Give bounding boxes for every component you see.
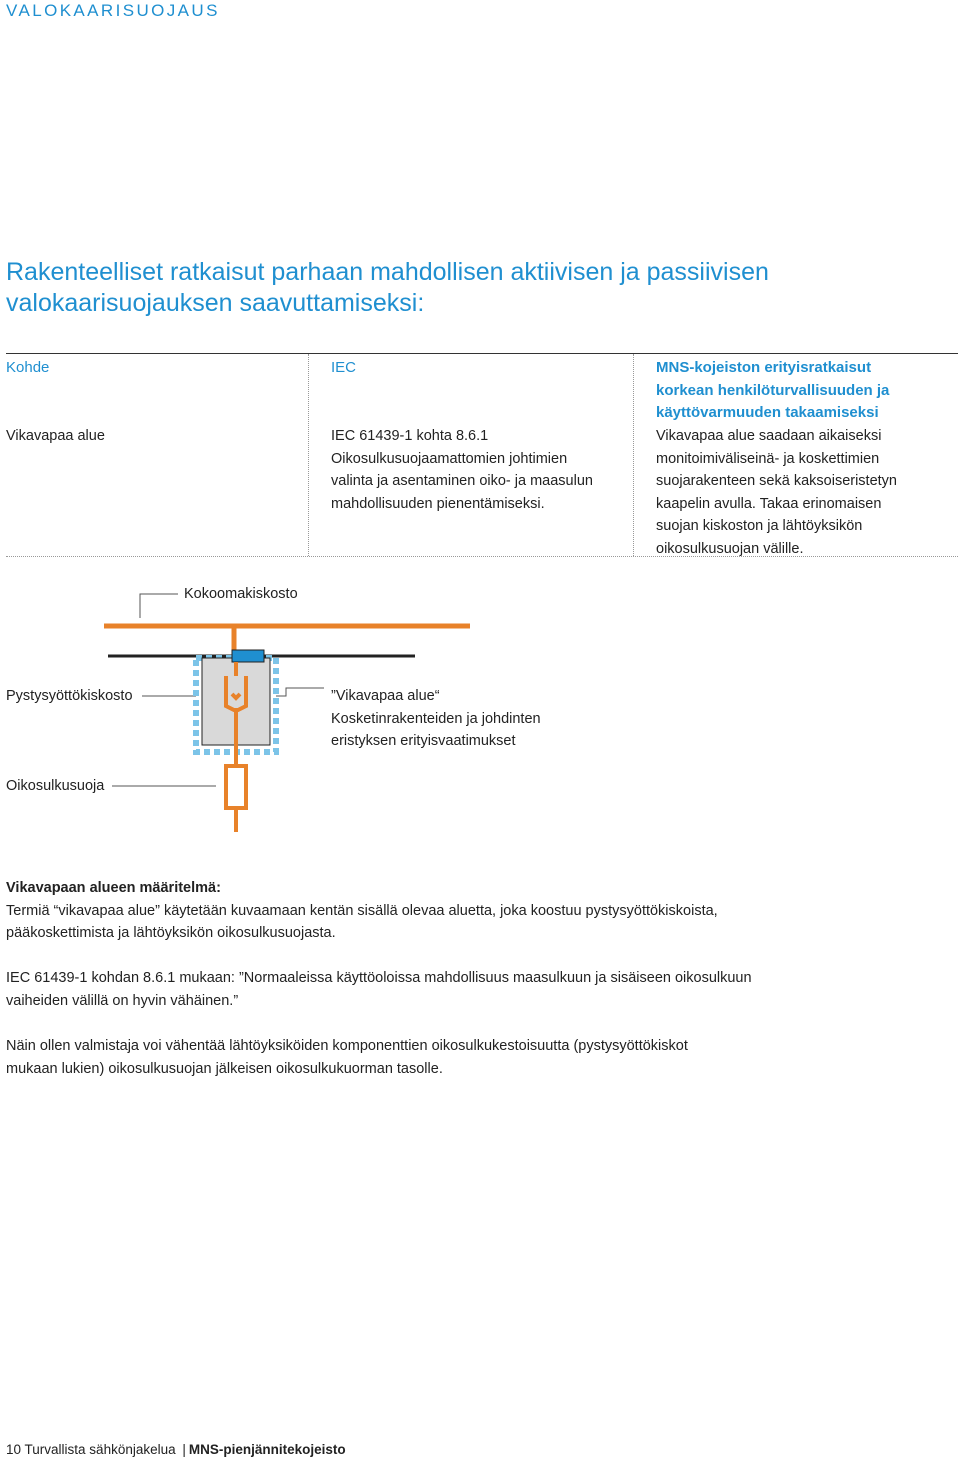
table-cell-iec-line: Oikosulkusuojaamattomien johtimien	[331, 450, 568, 467]
label-busbar: Kokoomakiskosto	[184, 586, 298, 602]
table-cell-mns-line: monitoimiväliseinä- ja koskettimien	[656, 450, 880, 467]
footer-title: Turvallista sähkönjakelua	[24, 1442, 176, 1457]
section-header: VALOKAARISUOJAUS	[6, 1, 220, 20]
label-short-circuit-protection: Oikosulkusuoja	[6, 778, 105, 794]
contact-connector	[232, 650, 264, 662]
conclusion-line: mukaan lukien) oikosulkusuojan jälkeisen oikosulkukuorman tasolle.	[6, 1060, 443, 1077]
headline-line-1: Rakenteelliset ratkaisut parhaan mahdollisen aktiivisen ja passiivisen	[6, 258, 769, 286]
table-header-mns-line: käyttövarmuuden takaamiseksi	[656, 404, 879, 421]
iec-quote-line: vaiheiden välillä on hyvin vähäinen.”	[6, 992, 239, 1009]
footer-brand: MNS-pienjännitekojeisto	[188, 1442, 346, 1457]
label-zone-line: eristyksen erityisvaatimukset	[331, 733, 516, 749]
table-top-rule	[6, 353, 958, 354]
table-cell-iec-line: mahdollisuuden pienentämiseksi.	[331, 495, 545, 512]
label-fault-free-zone	[331, 685, 541, 753]
page-number: 10	[6, 1442, 22, 1457]
definition-title: Vikavapaan alueen määritelmä:	[6, 880, 221, 896]
table-header-kohde: Kohde	[6, 359, 50, 376]
table-header-mns-line: MNS-kojeiston erityisratkaisut	[656, 359, 872, 376]
table-cell-mns-line: Vikavapaa alue saadaan aikaiseksi	[656, 428, 882, 444]
table-bottom-rule	[6, 556, 958, 557]
footer-separator: |	[182, 1442, 186, 1457]
definition-paragraph	[6, 877, 956, 945]
iec-quote-paragraph	[6, 967, 956, 1012]
headline-line-2: valokaarisuojauksen saavuttamiseksi:	[6, 289, 425, 317]
table-cell-iec	[331, 425, 631, 515]
table-header-iec: IEC	[331, 359, 357, 376]
definition-line: Termiä “vikavapaa alue” käytetään kuvaamaan kentän sisällä olevaa aluetta, joka koostuu pystysyöttökiskoista,	[6, 902, 718, 919]
table-cell-mns-line: suojarakenteen sekä kaksoiseristetyn	[656, 473, 897, 489]
busbar-leader-line	[140, 594, 178, 618]
table-cell-iec-line: valinta ja asentaminen oiko- ja maasulun	[331, 473, 593, 489]
label-vertical-bus: Pystysyöttökiskosto	[6, 688, 133, 704]
table-cell-mns-line: suojan kiskoston ja lähtöyksikön	[656, 518, 863, 534]
iec-quote-line: IEC 61439-1 kohdan 8.6.1 mukaan: ”Normaaleissa käyttöoloissa mahdollisuus maasulkuun ja sisäiseen oikosulkuun	[6, 970, 752, 986]
definition-line: pääkoskettimista ja lähtöyksikön oikosulkusuojasta.	[6, 925, 336, 941]
table-header-mns	[656, 357, 956, 425]
table-column-divider-1	[308, 354, 309, 556]
conclusion-paragraph	[6, 1035, 956, 1080]
table-cell-kohde: Vikavapaa alue	[6, 428, 105, 444]
table-column-divider-2	[633, 354, 634, 556]
table-header-mns-line: korkean henkilöturvallisuuden ja	[656, 381, 890, 399]
fuse-symbol	[226, 766, 246, 808]
page-footer	[6, 1442, 346, 1457]
table-cell-iec-line: IEC 61439-1 kohta 8.6.1	[331, 428, 489, 444]
page-headline	[6, 257, 906, 319]
conclusion-line: Näin ollen valmistaja voi vähentää lähtöyksiköiden komponenttien oikosulkukestoisuutta (pystysyöttökiskot	[6, 1038, 688, 1054]
label-zone-line: Kosketinrakenteiden ja johdinten	[331, 710, 541, 727]
table-cell-mns	[656, 425, 956, 560]
label-zone-line: ”Vikavapaa alue“	[331, 688, 440, 704]
table-cell-mns-line: oikosulkusuojan välille.	[656, 540, 804, 557]
table-cell-mns-line: kaapelin avulla. Takaa erinomaisen	[656, 495, 882, 512]
zone-leader-line	[276, 688, 324, 696]
